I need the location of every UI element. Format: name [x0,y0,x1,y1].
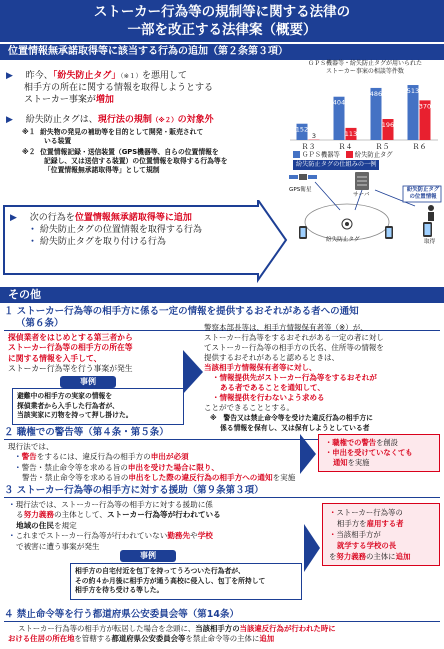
server-label: サーバ [353,192,370,198]
category-label: Ｒ４ [338,143,353,151]
chart-title: ＧＰＳ機器等・紛失防止タグが用いられた ストーカー事案の相談等件数 [307,60,422,75]
title-banner [0,0,444,42]
section1-header: 位置情報無承諾取得等に該当する行為の追加（第２条第３項） [0,44,444,60]
smartphone-icon [299,226,307,239]
title-line1: ストーカー行為等の規制等に関する法律の [93,4,351,20]
bar-chart [284,76,442,152]
satellite-icon [289,174,317,180]
item4-heading: ４ 禁止命令等を行う都道府県公安委員会等（第14条） [4,609,440,622]
example-box-1: 避難中の相手方の実家の情報を 探偵業者から入手した行為者が、 当該実家に刃物を持って押し掛けた。 [12,388,184,425]
item1-heading: １ ストーカー行為等の相手方に係る一定の情報を提供するおそれがある者への通知 （第６条） [4,306,440,331]
triangle-bullet-icon: ▶ [6,71,13,81]
smartphone-icon [423,222,432,237]
section1-arrow-text: ▶ 次の行為を位置情報無承諾取得等に追加 ・ 紛失防止タグの位置情報を取得する行為 ・ 紛失防止タグを取り付ける行為 [10,213,202,247]
smartphone-icon [385,226,393,239]
tag-mechanism-illustration [285,170,443,252]
triangle-bullet-icon: ▶ [10,213,17,223]
category-label: Ｒ５ [375,143,390,151]
server-icon [355,172,369,190]
category-label: Ｒ６ [412,143,427,151]
section2-header: その他 [0,287,444,303]
bar-value-label: 152 [295,125,309,134]
right-arrow-icon [300,434,316,474]
section1-paragraph1: ▶ 昨今、「紛失防止タグ」（※１）を悪用して 相手方の所在に関する情報を取得しようとする ストーカー事案が増加 [6,71,214,105]
bar-value-label: 404 [332,98,346,107]
triangle-bullet-icon: ▶ [6,115,13,125]
person-icon [428,205,434,221]
item1-right-text: 警察本部長等は、相手方情報保有者等（※）が、 ストーカー行為等をするおそれがある一定の者に対し てストーカー行為等の相手方の氏名、住所等の情報を 提供するおそれがあると認めるときは、 当該相手方情報保有者等に対し、 ・情報提供先がストーカー行為等をするおそれが ある者であることを通知して、 ・情報提供を行わないよう求める ことができることとする。 ※ 警告又は禁止命令等を受けた違反行為の相手方に 係る情報を保有し、又は保有しようとしている者 [204,323,384,432]
example-badge: 事例 [60,376,116,388]
item2-text: 現行法では、 ・警告をするには、違反行為の相手方の申出が必須 ・警告・禁止命令等を求める旨の申出を受けた場合に限り、 警告・禁止命令等を求める旨の申出をした際の違反行為の相手方への通知を実施 [8,442,296,483]
category-label: Ｒ３ [301,143,316,151]
bar-value-label: 370 [418,102,432,111]
gps-satellite-label: GPS衛星 [289,187,312,193]
legend-swatch-tag [346,151,353,158]
section1-notes: ※１ 紛失物の発見の補助等を目的として開発・販売されて いる装置 ※２ 位置情報記録・送信装置（GPS機器等、自らの位置情報を 記録し、又は送信する装置）の位置情報を取得する行為等を 「位置情報無承諾取得等」として規制 [22,128,228,174]
get-label: 取得 [424,239,436,245]
legend-gps: ＧＰＳ機器等 [302,151,340,159]
title-line2: 一部を改正する法律案（概要） [127,22,317,38]
bar-value-label: 196 [381,121,395,129]
tag-name-label: 紛失防止タグ [326,237,360,243]
example-box-2: 相手方の自宅付近を包丁を持ってうろついた行為者が、 その約４か月後に相手方が通う高校に侵入し、包丁を所持して 相手方を待ち受ける等した。 [70,563,302,600]
chart-legend [293,151,443,160]
item3-result-box: ・ストーカー行為等の 相手方を雇用する者 ・当該相手方が 就学する学校の長 を努力義務の主体に追加 [322,503,440,566]
item2-heading: ２ 職権での警告等（第４条・第５条） [4,427,440,440]
bar-value-label: 486 [369,89,383,98]
bar-value-label: 3 [311,132,317,141]
item1-left-text: 探偵業者をはじめとする第三者から ストーカー行為等の相手方の所在等 に関する情報を入手して、 ストーカー行為等を行う事案が発生 [8,333,133,373]
legend-tag: 紛失防止タグ [354,151,393,159]
section1-paragraph2: ▶ 紛失防止タグは、現行法の規制（※２）の対象外 [6,115,214,125]
right-arrow-icon [183,350,203,394]
mechanism-label: 紛失防止タグの仕組みの一例 [293,160,379,170]
item3-heading: ３ ストーカー行為等の相手方に対する援助（第９条第３項） [4,485,440,498]
legend-swatch-gps [293,151,300,158]
item3-text: ・現行法では、ストーカー行為等の相手方に対する援助に係 る努力義務の主体として、ストーカー行為等が行われている 地域の住民を規定 ・これまでストーカー行為等が行われていない勤務先や学校 で被害に遭う事案が発生 [8,500,221,551]
right-arrow-icon [304,524,320,572]
tag-location-label: 紛失防止タグ の位置情報 [406,187,440,200]
bar-value-label: 113 [344,129,358,138]
item2-result-box: ・職権での警告を創設 ・申出を受けていなくても 通知を実施 [318,434,440,472]
item4-text: ストーカー行為等の相手方が転居した場合を念頭に、当該相手方の当該違反行為が行われた時に おける住居の所在地を管轄する都道府県公安委員会等を禁止命令等の主体に追加 [8,624,336,644]
bar-value-label: 513 [406,87,420,96]
example-badge: 事例 [120,550,176,562]
